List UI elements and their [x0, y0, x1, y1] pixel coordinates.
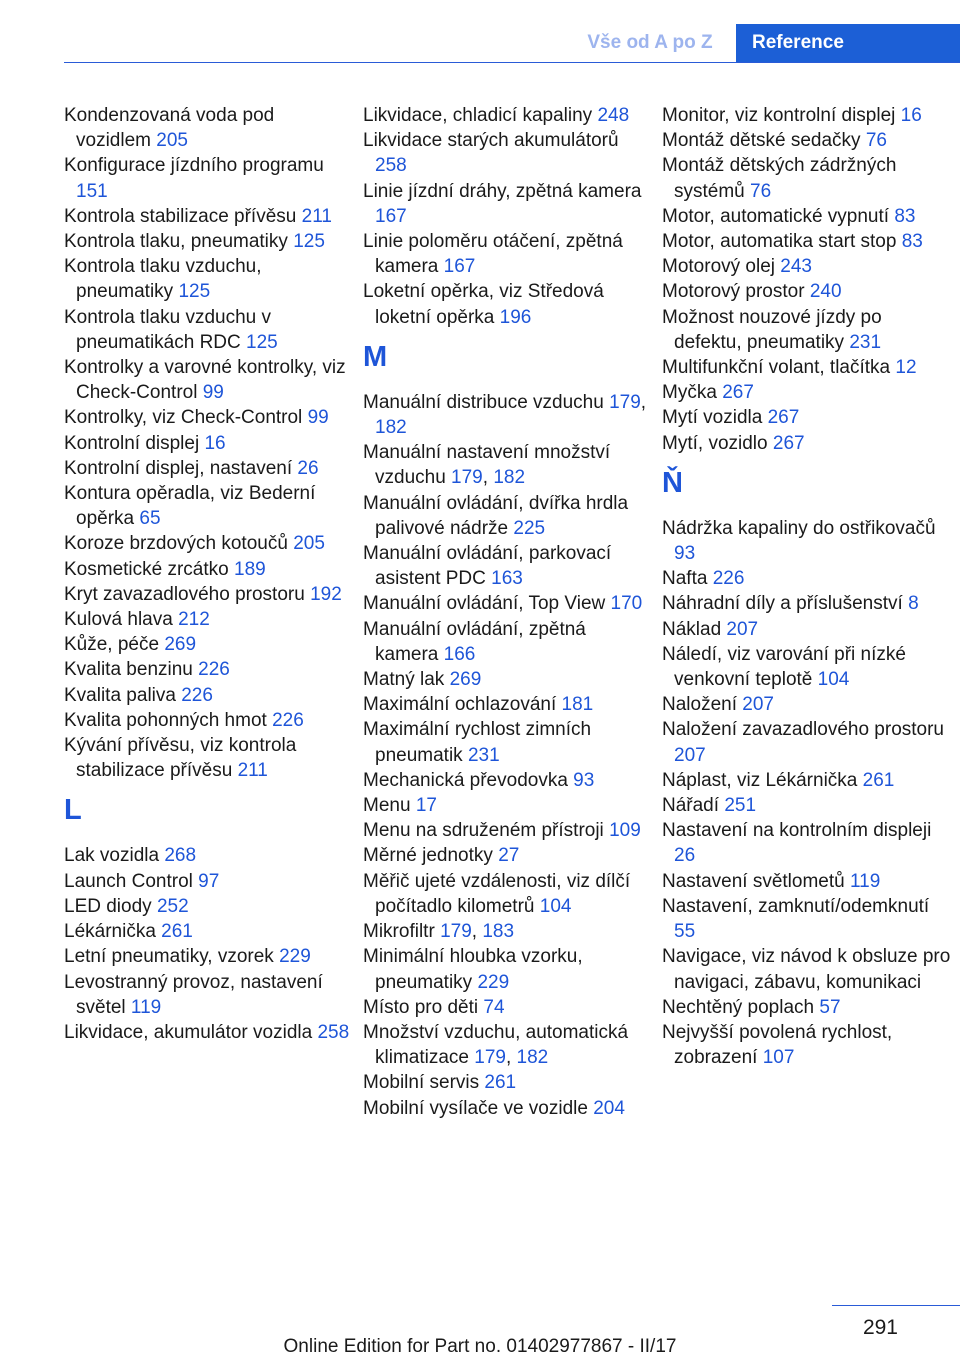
index-entry [363, 591, 653, 616]
page-reference-link[interactable]: 76 [865, 130, 887, 152]
index-entry [64, 607, 354, 632]
page-reference-link[interactable]: 261 [484, 1072, 517, 1094]
index-entry-term: Nastavení, zamknutí/odemknutí [662, 895, 930, 917]
index-entry-term: Náhradní díly a příslušenství [662, 593, 909, 615]
index-entry [363, 995, 653, 1020]
index-entry-term: Nafta [662, 568, 713, 590]
page-reference-link[interactable]: 104 [817, 669, 850, 691]
page-reference-link[interactable]: 229 [279, 946, 311, 968]
index-entry [64, 683, 354, 708]
index-entry-term: Kulová hlava [64, 609, 179, 631]
index-entry-term: Motor, automatické vypnutí [662, 205, 895, 227]
page-reference-link[interactable]: 163 [491, 568, 523, 590]
index-entry-term: Mytí vozidla [662, 407, 768, 429]
index-entry [363, 869, 653, 919]
page-reference-link[interactable]: 267 [772, 432, 805, 454]
page-reference-link[interactable]: 196 [499, 306, 532, 328]
index-entry-term: Kvalita pohonných hmot [64, 709, 273, 731]
page-number: 291 [862, 1316, 898, 1339]
index-entry [662, 516, 954, 566]
page-reference-link[interactable]: 183 [482, 921, 515, 943]
index-entry [662, 894, 954, 944]
index-entry-term: Linie jízdní dráhy, zpětná kamera [363, 180, 642, 202]
index-entry-term: Kůže, péče [64, 634, 165, 656]
index-entry-term: Minimální hloubka vzorku, pneumatiky [363, 946, 583, 993]
index-entry [363, 229, 653, 279]
index-entry-term: Nádržka kapaliny do ostřikovačů [662, 517, 936, 539]
index-entry [363, 944, 653, 994]
index-entry [64, 843, 354, 868]
page-reference-link[interactable]: 99 [202, 382, 224, 404]
index-entry-term: Náplast, viz Lékárnička [662, 769, 863, 791]
page-reference-link[interactable]: 226 [198, 659, 230, 681]
index-entry [64, 582, 354, 607]
index-entry-term: Likvidace, akumulátor vozidla [64, 1021, 318, 1043]
page-reference-link[interactable]: 182 [516, 1047, 549, 1069]
index-entry [363, 541, 653, 591]
index-entry-term: Menu na sdruženém přístroji [363, 820, 610, 842]
index-entry [662, 380, 954, 405]
page-reference-link[interactable]: 26 [297, 457, 319, 479]
page-reference-link[interactable]: 8 [908, 593, 919, 615]
index-entry [662, 566, 954, 591]
index-entry-term: Kontrola tlaku vzduchu v pneumatikách RDC [64, 306, 272, 353]
page-reference-link[interactable]: 261 [862, 769, 895, 791]
index-entry [662, 153, 954, 203]
page-reference-link[interactable]: 267 [767, 407, 800, 429]
index-entry [363, 843, 653, 868]
page-number-rule [832, 1305, 960, 1306]
page-reference-link[interactable]: 258 [375, 155, 407, 177]
page-reference-link[interactable]: 97 [198, 870, 220, 892]
page-reference-link[interactable]: 179 [451, 467, 483, 489]
index-entry-term: Kontrolní displej [64, 432, 205, 454]
index-entry-term: Kontrolky a varovné kontrolky, viz Check-Control [64, 357, 346, 404]
index-entry [64, 153, 354, 203]
index-entry [363, 1096, 653, 1121]
index-entry [363, 440, 653, 490]
page-reference-link[interactable]: 76 [750, 180, 772, 202]
page-reference-link[interactable]: 204 [593, 1097, 625, 1119]
page-reference-link[interactable]: 55 [674, 921, 696, 943]
index-entry [363, 692, 653, 717]
index-entry [64, 632, 354, 657]
index-entry [662, 279, 954, 304]
page-reference-link[interactable]: 248 [597, 105, 630, 126]
index-entry [64, 305, 354, 355]
index-entry [64, 557, 354, 582]
index-entry-term: Mytí, vozidlo [662, 432, 773, 454]
index-entry-term: Měrné jednotky [363, 845, 499, 867]
index-entry [64, 531, 354, 556]
index-entry-term: Mikrofiltr [363, 921, 441, 943]
page-reference-link[interactable]: 226 [181, 684, 213, 706]
page-reference-link[interactable]: 166 [443, 643, 476, 665]
index-entry [64, 944, 354, 969]
index-entry [363, 818, 653, 843]
index-entry-term: Kvalita benzinu [64, 659, 199, 681]
page-reference-link[interactable]: 231 [467, 744, 500, 766]
index-entry-term: Manuální ovládání, zpětná kamera [363, 618, 586, 665]
index-entry-term: Motor, automatika start stop [662, 231, 902, 253]
page-reference-link[interactable]: 179 [440, 921, 472, 943]
index-entry [662, 869, 954, 894]
index-entry [363, 1070, 653, 1095]
index-entry [363, 491, 653, 541]
page-reference-link[interactable]: 252 [156, 895, 189, 917]
index-entry [64, 708, 354, 733]
index-entry-term: Kryt zavazadlového prostoru [64, 583, 311, 605]
page-reference-link[interactable]: 181 [561, 694, 594, 716]
index-entry-term: Měřič ujeté vzdálenosti, viz dílčí počítadlo kilometrů [363, 870, 631, 917]
index-entry-term: Manuální nastavení množství vzduchu [363, 442, 611, 489]
page-reference-link[interactable]: 12 [895, 357, 917, 379]
footer-edition: Online Edition for Part no. 01402977867 - II/17 [283, 1336, 677, 1357]
index-entry-term: Manuální ovládání, parkovací asistent PDC [363, 543, 612, 590]
index-entry-term: Kondenzovaná voda pod vozidlem [64, 105, 275, 152]
index-entry [64, 431, 354, 456]
index-entry-term: Motorový olej [662, 256, 781, 278]
page-reference-link[interactable]: 269 [164, 634, 197, 656]
page-separator: , [505, 1047, 517, 1069]
page-reference-link[interactable]: 192 [310, 583, 342, 605]
index-entry [662, 717, 954, 767]
page-reference-link[interactable]: 16 [900, 105, 922, 126]
page-reference-link[interactable]: 189 [234, 558, 266, 580]
page-reference-link[interactable]: 65 [139, 508, 161, 530]
page-reference-link[interactable]: 107 [762, 1047, 795, 1069]
index-entry-term: Náledí, viz varování při nízké venkovní teplotě [662, 643, 906, 691]
index-entry [64, 405, 354, 430]
page-reference-link[interactable]: 268 [164, 845, 197, 867]
index-entry-term: Likvidace, chladicí kapaliny [363, 105, 598, 126]
index-entry-term: Kontrola stabilizace přívěsu [64, 205, 302, 227]
index-entry-term: Launch Control [64, 870, 199, 892]
index-entry [662, 254, 954, 279]
page-reference-link[interactable]: 27 [498, 845, 520, 867]
index-entry [363, 793, 653, 818]
index-entry [64, 254, 354, 304]
index-entry [662, 431, 954, 456]
index-entry-term: Nastavení na kontrolním displeji [662, 820, 932, 842]
index-entry [662, 692, 954, 717]
index-entry [64, 355, 354, 405]
index-entry [363, 128, 653, 178]
page-reference-link[interactable]: 258 [317, 1021, 350, 1043]
page-reference-link[interactable]: 93 [573, 769, 595, 791]
index-entry-term: Množství vzduchu, automatická klimatizace [363, 1021, 629, 1069]
page-reference-link[interactable]: 104 [539, 895, 572, 917]
page-reference-link[interactable]: 229 [477, 971, 510, 993]
page-reference-link[interactable]: 207 [674, 744, 706, 766]
index-entry-term: Levostranný provoz, nastavení světel [64, 971, 323, 1018]
index-entry [363, 103, 653, 128]
index-entry [363, 617, 653, 667]
index-entry-term: Konfigurace jízdního programu [64, 155, 324, 177]
index-entry [363, 390, 653, 440]
index-entry [363, 667, 653, 692]
index-entry-term: Kosmetické zrcátko [64, 558, 234, 580]
index-entry-term: Myčka [662, 382, 723, 404]
index-column-1 [64, 103, 354, 1045]
page-reference-link[interactable]: 125 [246, 331, 278, 353]
index-entry [363, 768, 653, 793]
index-entry-term: Nastavení světlometů [662, 870, 850, 892]
page-reference-link[interactable]: 125 [293, 231, 325, 253]
index-entry [662, 305, 954, 355]
index-entry-term: Kývání přívěsu, viz kontrola stabilizace přívěsu [64, 735, 297, 782]
page-reference-link[interactable]: 74 [483, 996, 505, 1018]
index-column-2 [363, 103, 653, 1121]
index-entry-term: Monitor, viz kontrolní displej [662, 105, 901, 126]
page-reference-link[interactable]: 207 [742, 694, 774, 716]
page-reference-link[interactable]: 225 [513, 517, 546, 539]
index-entry-term: Maximální ochlazování [363, 694, 562, 716]
index-entry [64, 733, 354, 783]
index-entry-term: Montáž dětské sedačky [662, 130, 866, 152]
index-entry [363, 919, 653, 944]
index-entry [662, 768, 954, 793]
page-reference-link[interactable]: 83 [901, 231, 923, 253]
index-entry-term: Kontrola tlaku vzduchu, pneumatiky [64, 256, 262, 303]
index-entry [662, 128, 954, 153]
index-entry [64, 869, 354, 894]
page-reference-link[interactable]: 26 [674, 845, 696, 867]
index-entry-term: Možnost nouzové jízdy po defektu, pneumatiky [662, 306, 882, 353]
page-reference-link[interactable]: 182 [375, 417, 407, 439]
page-reference-link[interactable]: 167 [443, 256, 476, 278]
index-entry-term: Matný lak [363, 669, 450, 691]
index-entry [662, 405, 954, 430]
page-reference-link[interactable]: 240 [809, 281, 842, 303]
index-entry-term: Menu [363, 795, 416, 817]
page-reference-link[interactable]: 226 [272, 709, 304, 731]
index-entry [64, 481, 354, 531]
index-entry-term: Manuální ovládání, Top View [363, 593, 611, 615]
page-reference-link[interactable]: 205 [156, 130, 188, 152]
index-entry-term: Letní pneumatiky, vzorek [64, 946, 280, 968]
index-entry [64, 229, 354, 254]
section-letter-heading: Ň [662, 466, 683, 499]
index-entry [662, 591, 954, 616]
index-entry [363, 717, 653, 767]
index-entry-term: Naložení [662, 694, 743, 716]
index-entry-term: Loketní opěrka, viz Středová loketní opěrka [363, 281, 604, 328]
tab-a-to-z[interactable]: Vše od A po Z [587, 32, 713, 53]
section-letter-heading: M [363, 340, 388, 373]
index-entry-term: Místo pro děti [363, 996, 484, 1018]
index-entry-term: Manuální ovládání, dvířka hrdla palivové nádrže [363, 492, 629, 539]
index-entry [662, 995, 954, 1020]
index-entry-term: Mechanická převodovka [363, 769, 574, 791]
page-reference-link[interactable]: 151 [76, 180, 108, 202]
index-entry [662, 793, 954, 818]
page-reference-link[interactable]: 207 [726, 618, 759, 640]
index-entry [662, 818, 954, 868]
index-entry-term: Mobilní vysílače ve vozidle [363, 1097, 594, 1119]
page-reference-link[interactable]: 57 [819, 996, 841, 1018]
page-reference-link[interactable]: 83 [894, 205, 916, 227]
page-reference-link[interactable]: 205 [293, 533, 325, 555]
page-separator: , [482, 467, 494, 489]
index-entry [662, 617, 954, 642]
index-entry [662, 229, 954, 254]
index-entry [64, 970, 354, 1020]
index-entry [363, 279, 653, 329]
page-reference-link[interactable]: 119 [849, 870, 881, 892]
page-reference-link[interactable]: 211 [237, 760, 268, 782]
index-entry-term: Kontura opěradla, viz Bederní opěrka [64, 483, 316, 530]
index-entry-term: Kvalita paliva [64, 684, 182, 706]
index-entry [64, 919, 354, 944]
index-entry-term: Koroze brzdových kotoučů [64, 533, 294, 555]
index-entry-term: Nechtěný poplach [662, 996, 820, 1018]
index-entry [363, 1020, 653, 1070]
page-reference-link[interactable]: 243 [780, 256, 812, 278]
page-reference-link[interactable]: 212 [178, 609, 210, 631]
page-reference-link[interactable]: 170 [610, 593, 643, 615]
index-entry [363, 179, 653, 229]
index-entry [662, 944, 954, 994]
page-reference-link[interactable]: 267 [722, 382, 754, 404]
page-reference-link[interactable]: 99 [307, 407, 329, 429]
index-entry-term: Lékárnička [64, 921, 162, 943]
page-reference-link[interactable]: 109 [609, 820, 641, 842]
page-reference-link[interactable]: 179 [609, 391, 641, 413]
index-entry [64, 204, 354, 229]
index-entry [64, 657, 354, 682]
header-rule [64, 62, 960, 63]
index-entry [662, 103, 954, 128]
index-entry-term: Mobilní servis [363, 1072, 485, 1094]
page-reference-link[interactable]: 261 [161, 921, 193, 943]
index-entry-term: Motorový prostor [662, 281, 810, 303]
page-reference-link[interactable]: 16 [204, 432, 226, 454]
index-entry [64, 894, 354, 919]
index-entry-term: Kontrolní displej, nastavení [64, 457, 298, 479]
index-entry [64, 456, 354, 481]
index-entry-term: Linie poloměru otáčení, zpětná kamera [363, 231, 623, 278]
index-entry-term: Kontrola tlaku, pneumatiky [64, 231, 294, 253]
page-reference-link[interactable]: 231 [849, 331, 882, 353]
page-reference-link[interactable]: 182 [493, 467, 526, 489]
page-reference-link[interactable]: 269 [449, 669, 482, 691]
index-entry-term: Multifunkční volant, tlačítka [662, 357, 896, 379]
page-separator: , [471, 921, 483, 943]
page-separator: , [640, 391, 647, 413]
page-reference-link[interactable]: 17 [415, 795, 437, 817]
index-entry [662, 355, 954, 380]
page-reference-link[interactable]: 125 [178, 281, 211, 303]
page-reference-link[interactable]: 226 [712, 568, 745, 590]
page-reference-link[interactable]: 251 [724, 795, 757, 817]
page-reference-link[interactable]: 211 [301, 205, 332, 227]
index-entry [64, 1020, 354, 1045]
page-reference-link[interactable]: 167 [375, 205, 407, 227]
section-letter-heading: L [64, 794, 82, 827]
index-entry [662, 204, 954, 229]
tab-reference[interactable]: Reference [736, 24, 960, 62]
index-entry-term: Nejvyšší povolená rychlost, zobrazení [662, 1021, 893, 1069]
index-entry [662, 642, 954, 692]
index-entry-term: LED diody [64, 895, 157, 917]
page-reference-link[interactable]: 179 [474, 1047, 506, 1069]
index-entry-term: Maximální rychlost zimních pneumatik [363, 719, 592, 766]
index-entry-term: Nářadí [662, 795, 725, 817]
index-entry-term: Montáž dětských zádržných systémů [662, 155, 897, 202]
page-reference-link[interactable]: 119 [130, 996, 162, 1018]
index-entry-term: Náklad [662, 618, 727, 640]
page-reference-link[interactable]: 93 [674, 543, 696, 565]
index-entry-term: Navigace, viz návod k obsluze pro navigaci, zábavu, komunikaci [662, 946, 951, 993]
index-entry-term: Likvidace starých akumulátorů [363, 130, 619, 152]
index-entry [662, 1020, 954, 1070]
index-entry-term: Kontrolky, viz Check-Control [64, 407, 308, 429]
index-entry-term: Lak vozidla [64, 845, 165, 867]
index-entry [64, 103, 354, 153]
index-entry-term: Manuální distribuce vzduchu [363, 391, 610, 413]
index-column-3 [662, 103, 954, 1070]
index-entry-term: Naložení zavazadlového prostoru [662, 719, 945, 741]
